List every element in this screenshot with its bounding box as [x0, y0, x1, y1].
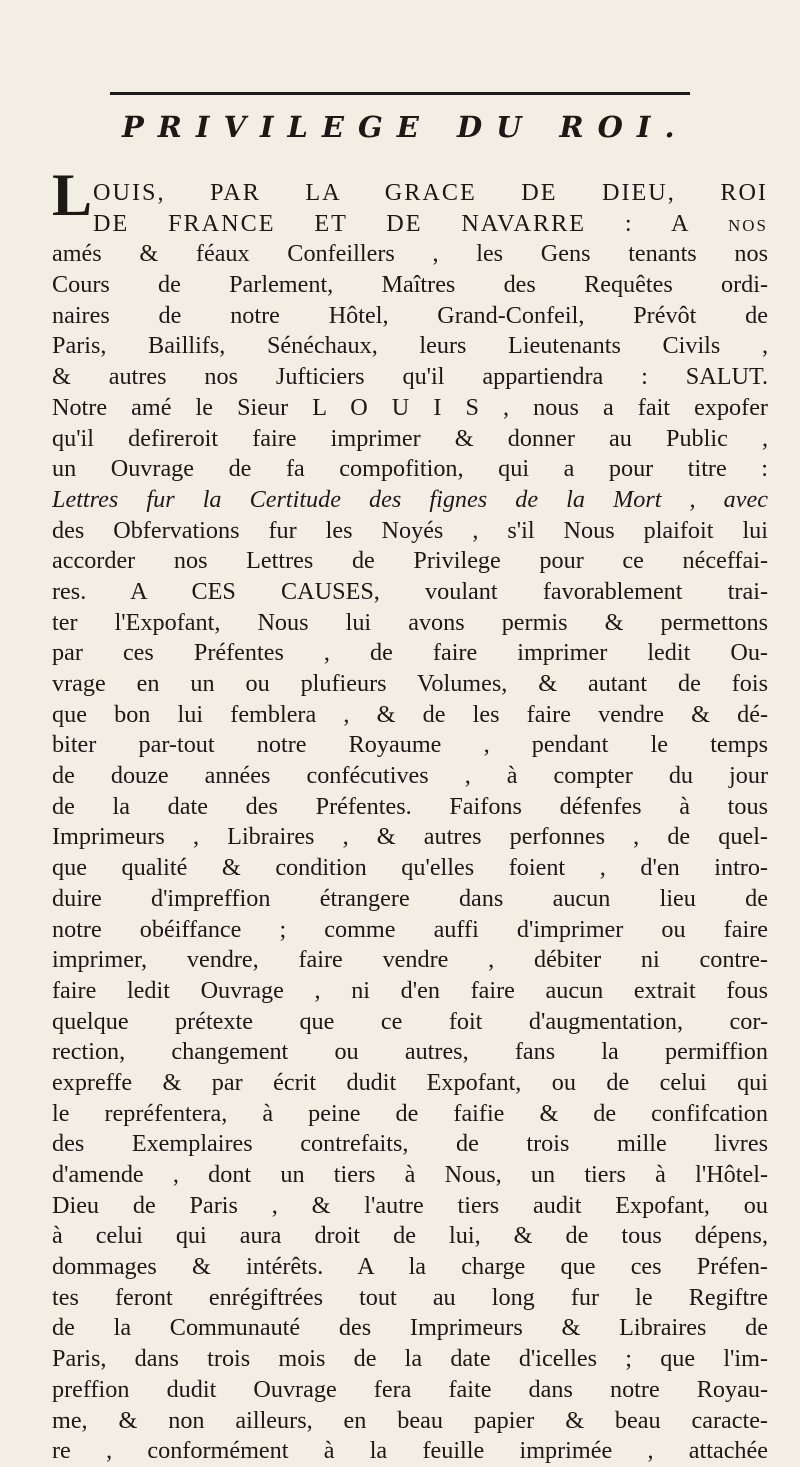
text-line: quelque prétexte que ce foit d'augmentation, cor-	[52, 1007, 768, 1035]
text-line: amés & féaux Confeillers , les Gens tenants nos	[52, 240, 768, 268]
text-line: tes feront enrégiftrées tout au long fur le Regiftre	[52, 1283, 768, 1311]
text-line: accorder nos Lettres de Privilege pour ce néceffai-	[52, 547, 768, 575]
text-line: Notre amé le Sieur L O U I S , nous a fait expofer	[52, 393, 768, 421]
text-line: que qualité & condition qu'elles foient , d'en intro-	[52, 854, 768, 882]
text-line: preffion dudit Ouvrage fera faite dans notre Royau-	[52, 1375, 768, 1403]
text-line: qu'il defireroit faire imprimer & donner au Public ,	[52, 424, 768, 452]
text-line: OUIS, PAR LA GRACE DE DIEU, ROI	[93, 179, 768, 206]
text-line: Lettres fur la Certitude des fignes de la Mort , avec	[52, 485, 768, 513]
text-line: & autres nos Jufticiers qu'il appartiendra : SALUT.	[52, 363, 768, 391]
privilege-text	[52, 162, 768, 1467]
text-line: des Obfervations fur les Noyés , s'il Nous plaifoit lui	[52, 516, 768, 544]
text-line: re , conformément à la feuille imprimée , attachée	[52, 1437, 768, 1465]
text-line: faire ledit Ouvrage , ni d'en faire aucun extrait fous	[52, 976, 768, 1004]
text-line: Paris, Baillifs, Sénéchaux, leurs Lieutenants Civils ,	[52, 332, 768, 360]
text-line: vrage en un ou plufieurs Volumes, & autant de fois	[52, 670, 768, 697]
text-line: me, & non ailleurs, en beau papier & beau caracte-	[52, 1406, 768, 1434]
text-line: biter par-tout notre Royaume , pendant le temps	[52, 731, 768, 759]
text-line: des Exemplaires contrefaits, de trois mille livres	[52, 1130, 768, 1158]
text-line: un Ouvrage de fa compofition, qui a pour titre :	[52, 455, 768, 483]
text-line: rection, changement ou autres, fans la permiffion	[52, 1038, 768, 1066]
text-line: par ces Préfentes , de faire imprimer ledit Ou-	[52, 639, 768, 667]
text-line: DE FRANCE ET DE NAVARRE : A nos	[93, 209, 768, 237]
text-line: notre obéiffance ; comme auffi d'imprimer ou faire	[52, 915, 768, 943]
text-line: d'amende , dont un tiers à Nous, un tiers à l'Hôtel-	[52, 1161, 768, 1188]
text-line: duire d'impreffion étrangere dans aucun lieu de	[52, 884, 768, 912]
text-line: de douze années confécutives , à compter du jour	[52, 762, 768, 790]
text-line: Dieu de Paris , & l'autre tiers audit Expofant, ou	[52, 1191, 768, 1219]
header-rule	[110, 92, 690, 95]
text-line: de la Communauté des Imprimeurs & Libraires de	[52, 1314, 768, 1342]
text-line: de la date des Préfentes. Faifons défenfes à tous	[52, 792, 768, 820]
page-title: PRIVILEGE DU ROI.	[122, 110, 689, 144]
text-line: naires de notre Hôtel, Grand-Confeil, Prévôt de	[52, 301, 768, 329]
text-line: que bon lui femblera , & de les faire vendre & dé-	[52, 700, 768, 728]
drop-cap: L	[52, 162, 93, 228]
text-line: Paris, dans trois mois de la date d'icelles ; que l'im-	[52, 1345, 768, 1373]
text-line: imprimer, vendre, faire vendre , débiter ni contre-	[52, 946, 768, 974]
text-line: Imprimeurs , Libraires , & autres perfonnes , de quel-	[52, 823, 768, 851]
text-line: dommages & intérêts. A la charge que ces Préfen-	[52, 1253, 768, 1281]
text-line: le repréfentera, à peine de faifie & de confifcation	[52, 1099, 768, 1127]
text-line: Cours de Parlement, Maîtres des Requêtes ordi-	[52, 271, 768, 299]
text-line: à celui qui aura droit de lui, & de tous dépens,	[52, 1222, 768, 1250]
text-line: res. A CES CAUSES, voulant favorablement trai-	[52, 577, 768, 605]
text-line: expreffe & par écrit dudit Expofant, ou de celui qui	[52, 1068, 768, 1096]
text-line: ter l'Expofant, Nous lui avons permis & permettons	[52, 608, 768, 636]
